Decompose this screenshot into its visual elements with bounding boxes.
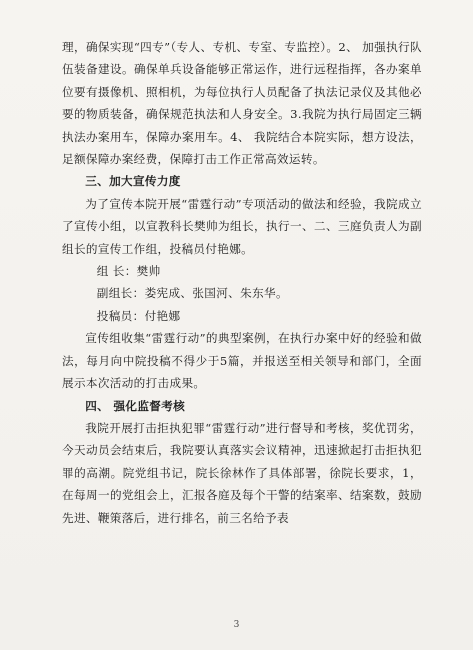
- team-leader-line: 组 长：樊帅: [96, 264, 161, 279]
- contributor-line: 投稿员：付艳娜: [96, 308, 181, 323]
- document-body: [62, 36, 422, 529]
- paragraph-equipment: 理，确保实现“四专”（专人、专机、专室、专监控）。2、 加强执行队伍装备建设。确保单兵设备能够正常运作，进行远程指挥，各办案单位要有摄像机、照相机，为每位执行人员配备了执法记录仪及其他必要的物质装备，确保规范执法和人身安全。3.我院为执行局固定三辆执法办案用车，保障办案用车。4、 我院结合本院实际，想方设法，足额保障办案经费，保障打击工作正常高效运转。: [62, 40, 422, 167]
- paragraph-publicity-duties: 宣传组收集“雷霆行动”的典型案例，在执行办案中好的经验和做法，每月向中院投稿不得少于5篇，并报送至相关领导和部门，全面展示本次活动的打击成果。: [62, 331, 422, 391]
- heading-supervision: 四、 强化监督考核: [85, 398, 186, 413]
- heading-publicity: 三、加大宣传力度: [85, 174, 181, 189]
- paragraph-supervision: 我院开展打击拒执犯罪“雷霆行动”进行督导和考核，奖优罚劣，今天动员会结束后，我院要认真落实会议精神，迅速掀起打击拒执犯罪的高潮。院党组书记，院长徐林作了具体部署，徐院长要求，1，在每周一的党组会上，汇报各庭及每个干警的结案率、结案数，鼓励先进、鞭策落后，进行排名，前三名给予表: [62, 420, 422, 525]
- page-number: 3: [233, 620, 240, 630]
- paragraph-publicity: 为了宣传本院开展“雷霆行动”专项活动的做法和经验，我院成立了宣传小组，以宣教科长樊帅为组长，执行一、二、三庭负责人为副组长的宣传工作组，投稿员付艳娜。: [62, 196, 422, 256]
- deputy-leader-line: 副组长：娄宪成、张国河、朱东华。: [96, 286, 288, 301]
